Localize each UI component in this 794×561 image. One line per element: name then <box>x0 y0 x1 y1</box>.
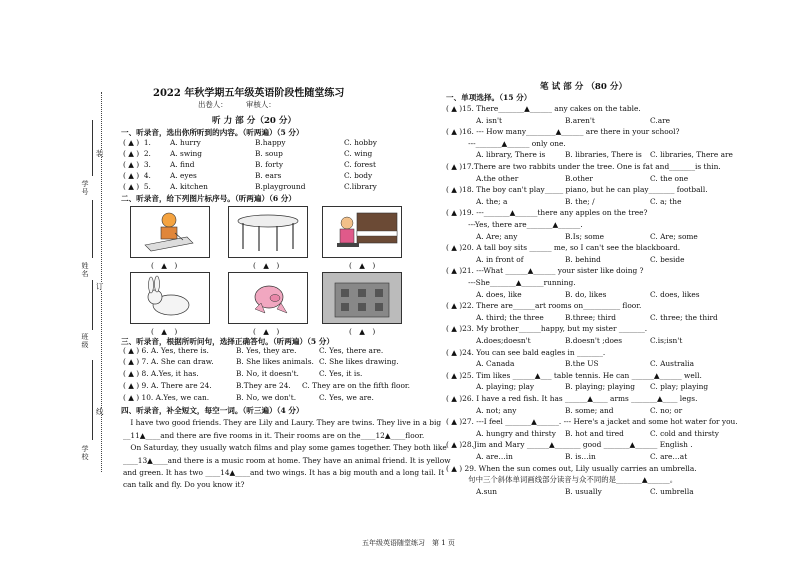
mcq-option-b: B. the; / <box>565 196 595 206</box>
mcq-question: ( ▲ )15. There_______▲______ any cakes on the table. <box>446 104 641 113</box>
picture-boy-drawing <box>130 206 210 258</box>
picture-mark: ( ▲ ) <box>253 261 280 270</box>
sec1-b: B. ears <box>255 171 282 180</box>
picture-rabbit <box>130 272 210 324</box>
binding-seal-ding: 订 <box>96 282 104 291</box>
passage-line: can talk and fly. Do you know it? <box>123 480 245 489</box>
sec1-row: ( ▲ ) 2. <box>123 149 151 158</box>
mcq-option-c: C. umbrella <box>650 486 694 496</box>
mcq-question: ---She_______▲______running. <box>446 278 576 287</box>
sec1-c: C. forest <box>344 160 376 169</box>
mcq-option-b: B. behind <box>565 254 601 264</box>
sec1-c: C. hobby <box>344 138 377 147</box>
sec3-b: B. No, it doesn't. <box>236 369 299 378</box>
mcq-question: ---Yes, there are_______▲______. <box>446 220 583 229</box>
picture-mark: ( ▲ ) <box>253 327 280 336</box>
class-field-line <box>92 280 93 330</box>
sec1-a: A. eyes <box>170 171 197 180</box>
class-label: 班级 <box>81 333 89 349</box>
written-title: 笔 试 部 分 （80 分） <box>540 82 628 92</box>
mcq-option-a: A. the; a <box>476 196 508 206</box>
mcq-option-b: B. playing; playing <box>565 382 636 392</box>
mcq-question: ( ▲ )18. The boy can't play_____ piano, but he can play_______ football. <box>446 185 708 195</box>
picture-mark: ( ▲ ) <box>349 327 376 336</box>
mcq-option-c: C. beside <box>650 254 685 264</box>
mcq-option-b: B.three; third <box>565 312 616 322</box>
mcq-option-a: A. does, like <box>476 289 522 299</box>
sec3-c: C. Yes, there are. <box>319 346 384 355</box>
mcq-option-c: C.is;isn't <box>650 336 683 345</box>
passage-line: __11▲____and there are five rooms in it. Their rooms are on the____12▲____floor. <box>123 431 425 440</box>
mcq-option-a: A. hungry and thirsty <box>476 428 556 438</box>
mcq-option-b: B. is…in <box>565 452 596 461</box>
passage-line: I have two good friends. They are Lily and Laury. They are twins. They live in a big <box>123 418 442 427</box>
school-field-line <box>92 360 93 440</box>
binding-seal-xian: 线 <box>96 407 104 416</box>
mcq-option-b: B. do, likes <box>565 289 607 299</box>
mcq-question: ( ▲ )22. There are______art rooms on__________ floor. <box>446 301 642 311</box>
mcq-question: ( ▲ )19. ---_______▲______there any apples on the tree? <box>446 208 648 218</box>
picture-mark: ( ▲ ) <box>151 327 178 336</box>
sec3-question: ( ▲ ) 8. A.Yes, it has. <box>123 369 199 378</box>
mcq-option-c: C. are…at <box>650 452 688 461</box>
mcq-question: ---_______▲______ only one. <box>446 138 566 148</box>
sec1-b: B. soup <box>255 149 283 158</box>
mcq-question: ( ▲ )16. --- How many________▲______ are there in your school? <box>446 127 680 137</box>
passage-line: On Saturday, they usually watch films and play some games together. They both like <box>123 443 447 452</box>
sec3-question: ( ▲ ) 10. A.Yes, we can. <box>123 393 210 402</box>
mcq-question: ( ▲ )25. Tim likes ______▲___ table tennis. He can ______▲______ well. <box>446 370 702 380</box>
mcq-option-c: C. the one <box>650 173 689 183</box>
name-label: 姓名 <box>81 262 89 278</box>
mcq-option-a: A. Canada <box>476 359 515 369</box>
sec1-a: A. swing <box>170 149 203 158</box>
mcq-option-c: C. cold and thirsty <box>650 428 719 438</box>
mcq-option-c: C. does, likes <box>650 289 700 299</box>
sec1-a: A. kitchen <box>170 182 208 191</box>
sec2-title: 二、听录音，给下列图片标序号。（听两遍）（6 分） <box>121 194 296 203</box>
authors-line: 出卷人： 审核人： <box>198 100 276 109</box>
sec1-c: C. body <box>344 171 373 180</box>
mcq-option-b: B.aren't <box>565 115 595 125</box>
sec3-b: B. No, we don't. <box>236 393 297 402</box>
sec3-b: B. Yes, they are. <box>236 346 297 355</box>
mcq-question: 句中三个斜体单词画线部分读音与众不同的是_______▲______。 <box>446 475 678 485</box>
mcq-option-a: A. third; the three <box>476 312 544 322</box>
mcq-option-a: A. playing; play <box>476 382 535 392</box>
sec3-question: ( ▲ ) 9. A. There are 24. <box>123 381 212 390</box>
mcq-option-c: C.are <box>650 115 671 125</box>
sec1-c: C. wing <box>344 149 373 158</box>
passage-line: and green. It has two ____14▲____and two wings. It has a big mouth and a long tail. It <box>123 468 445 477</box>
page-footer: 五年级英语随堂练习 第 1 页 <box>362 539 455 547</box>
mcq-option-a: A. not; any <box>476 405 517 415</box>
listening-title: 听 力 部 分（20 分） <box>212 116 297 126</box>
sec1-b: B.playground <box>255 182 306 191</box>
sec3-question: ( ▲ ) 6. A. Yes, there is. <box>123 346 209 355</box>
sec1-row: ( ▲ ) 3. <box>123 160 151 169</box>
sec1-b: B. forty <box>255 160 283 169</box>
mcq-option-b: B. libraries, There is <box>565 150 642 160</box>
mcq-option-c: C. libraries, There are <box>650 150 733 160</box>
sec1-a: A. find <box>170 160 195 169</box>
mcq-option-a: A.the other <box>476 173 519 183</box>
picture-mark: ( ▲ ) <box>349 261 376 270</box>
mcq-option-b: B.the US <box>565 359 599 369</box>
mcq-question: ( ▲ )27. ---I feel _______▲______. --- Here's a jacket and some hot water for you. <box>446 417 738 427</box>
name-field-line <box>92 200 93 258</box>
mcq-question: ( ▲ )17.There are two rabbits under the tree. One is fat and_______is thin. <box>446 162 721 171</box>
mcq-question: ( ▲ )24. You can see bald eagles in _______. <box>446 347 606 357</box>
mcq-question: ( ▲ )23. My brother______happy, but my sister _______. <box>446 324 648 334</box>
school-label: 学校 <box>81 445 89 461</box>
binding-seal-zhuang: 装 <box>96 149 104 158</box>
mcq-option-c: C. no; or <box>650 405 683 415</box>
sec1-row: ( ▲ ) 1. <box>123 138 151 147</box>
mcq-question: ( ▲ )21. ---What ______▲______ your sister like doing ? <box>446 266 644 276</box>
sec1-row: ( ▲ ) 4. <box>123 171 151 180</box>
sec3-b: B. She likes animals. <box>236 357 314 366</box>
picture-girl-piano <box>322 206 402 258</box>
mcq-option-a: A. isn't <box>476 115 502 125</box>
mcq-option-b: B.other <box>565 173 593 183</box>
written-sec1-title: 一、单项选择。（15 分） <box>446 93 532 102</box>
sec3-title: 三、听录音，根据所听问句，选择正确答句。（听两遍）（5 分） <box>121 337 334 346</box>
sec4-title: 四、听录音，补全短文，每空一词。（听三遍）（4 分） <box>121 406 304 415</box>
page-title: 2022 年秋学期五年级英语阶段性随堂练习 <box>153 88 345 99</box>
sec3-c: C. She likes drawing. <box>319 357 399 366</box>
sec1-a: A. hurry <box>170 138 201 147</box>
mcq-question: ( ▲ ) 29. When the sun comes out, Lily usually carries an umbrella. <box>446 463 697 473</box>
picture-building <box>322 272 402 324</box>
mcq-option-c: C. Are; some <box>650 231 698 241</box>
mcq-option-b: B. hot and tired <box>565 428 624 438</box>
sec1-title: 一、听录音，选出你所听到的内容。（听两遍）（5 分） <box>121 128 304 137</box>
mcq-question: ( ▲ )26. I have a red fish. It has ______▲____ arms _______▲____ legs. <box>446 394 698 403</box>
sec3-b: B.They are 24. <box>236 381 291 390</box>
mcq-option-a: A.does;doesn't <box>476 336 531 345</box>
mcq-option-c: C. three; the third <box>650 312 718 322</box>
mcq-option-c: C. play; playing <box>650 382 709 392</box>
mcq-option-a: A. library, There is <box>476 150 546 160</box>
mcq-question: ( ▲ )20. A tall boy sits ______ me, so I can't see the blackboard. <box>446 243 681 253</box>
mcq-option-b: B. usually <box>565 486 602 496</box>
mcq-option-a: A. Are; any <box>476 231 518 241</box>
number-label: 学号 <box>81 180 89 196</box>
sec1-c: C.library <box>344 182 377 191</box>
mcq-option-c: C. Australia <box>650 359 695 369</box>
passage-line: ____13▲____and there is a music room at home. They have an animal friend. It is yellow <box>123 456 451 465</box>
number-field-line <box>92 120 93 176</box>
mcq-option-b: B.Is; some <box>565 231 604 241</box>
picture-table <box>228 206 308 258</box>
mcq-option-b: B. some; and <box>565 405 614 415</box>
sec3-c: C. Yes, it is. <box>319 369 363 378</box>
picture-mark: ( ▲ ) <box>151 261 178 270</box>
mcq-option-c: C. a; the <box>650 196 682 206</box>
sec1-b: B.happy <box>255 138 286 147</box>
mcq-option-b: B.doesn't ;does <box>565 336 623 345</box>
sec3-c: C. They are on the fifth floor. <box>302 381 410 390</box>
sec3-question: ( ▲ ) 7. A. She can draw. <box>123 357 214 366</box>
picture-cartoon-pig <box>228 272 308 324</box>
mcq-option-a: A. are…in <box>476 452 513 461</box>
sec3-c: C. Yes, we are. <box>319 393 374 402</box>
mcq-question: ( ▲ )28.Jim and Mary ______▲_______ good _______▲______ English . <box>446 440 693 450</box>
mcq-option-a: A.sun <box>476 486 497 496</box>
mcq-option-a: A. in front of <box>476 254 524 264</box>
sec1-row: ( ▲ ) 5. <box>123 182 151 191</box>
